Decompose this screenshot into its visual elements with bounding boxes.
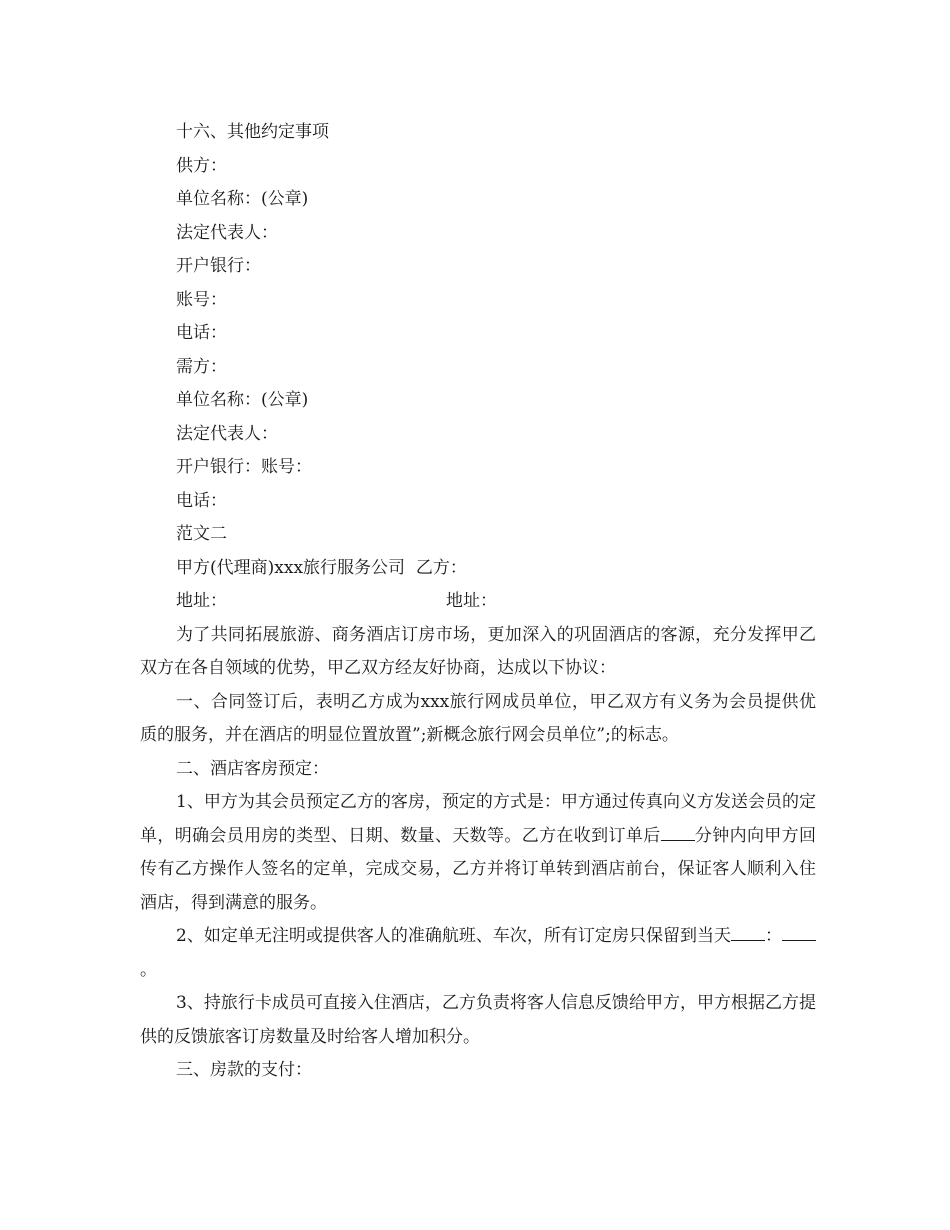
clause-2-1-text-a: 1、甲方为其会员预定乙方的客房，预定的方式是：甲方通过传真向义方发送会员的定单，明确会员用房的类型、日期、数量、天数等。乙方在收到订单后 — [140, 792, 816, 846]
clause-2-2-end: 。 — [140, 959, 157, 980]
parties-row — [140, 552, 816, 586]
clause-2-3: 3、持旅行卡成员可直接入住酒店，乙方负责将客人信息反馈给甲方，甲方根据乙方提供的反馈旅客订房数量及时给客人增加积分。 — [140, 993, 816, 1047]
party-b: 乙方： — [415, 557, 467, 578]
clause-2-heading: 二、酒店客房预定： — [176, 758, 329, 779]
clause-2-1-text-b: 分钟内向甲方回传有乙方操作人签名的定单，完成交易，乙方并将订单转到酒店前台，保证客人顺利入住酒店，得到满意的服务。 — [140, 825, 817, 913]
party-a: 甲方(代理商)xxx旅行服务公司 — [176, 557, 406, 578]
fill-blank — [782, 926, 816, 941]
section-heading: 十六、其他约定事项 — [176, 122, 329, 142]
address-a: 地址： — [176, 591, 227, 611]
fill-blank — [731, 926, 765, 941]
supplier-account: 账号： — [176, 289, 227, 310]
clause-2-1 — [140, 786, 816, 920]
supplier-legal-rep: 法定代表人： — [176, 222, 278, 243]
intro-paragraph: 为了共同拓展旅游、商务酒店订房市场，更加深入的巩固酒店的客源，充分发挥甲乙双方在各自领域的优势，甲乙双方经友好协商，达成以下协议： — [140, 624, 816, 678]
document-body — [140, 116, 816, 1088]
sample-title: 范文二 — [176, 524, 227, 544]
buyer-phone: 电话： — [176, 490, 227, 511]
supplier-bank: 开户银行： — [176, 256, 261, 276]
buyer-label: 需方： — [176, 356, 227, 377]
address-b: 地址： — [446, 591, 497, 611]
buyer-bank-account: 开户银行：账号： — [176, 457, 312, 477]
clause-1: 一、合同签订后，表明乙方成为xxx旅行网成员单位，甲乙双方有义务为会员提供优质的服务，并在酒店的明显位置放置”;新概念旅行网会员单位”;的标志。 — [140, 691, 816, 745]
buyer-legal-rep: 法定代表人： — [176, 423, 278, 444]
clause-3-heading: 三、房款的支付： — [176, 1060, 312, 1080]
clause-2-2-text: 2、如定单无注明或提供客人的准确航班、车次，所有订定房只保留到当天 — [176, 926, 731, 946]
supplier-phone: 电话： — [176, 323, 227, 343]
supplier-label: 供方： — [176, 155, 227, 176]
address-row — [140, 585, 816, 619]
supplier-unit-name: 单位名称：(公章) — [176, 189, 309, 209]
clause-2-2-colon: ： — [764, 926, 782, 946]
buyer-unit-name: 单位名称：(公章) — [176, 390, 309, 410]
clause-2-2 — [140, 920, 816, 987]
fill-blank — [661, 826, 695, 841]
